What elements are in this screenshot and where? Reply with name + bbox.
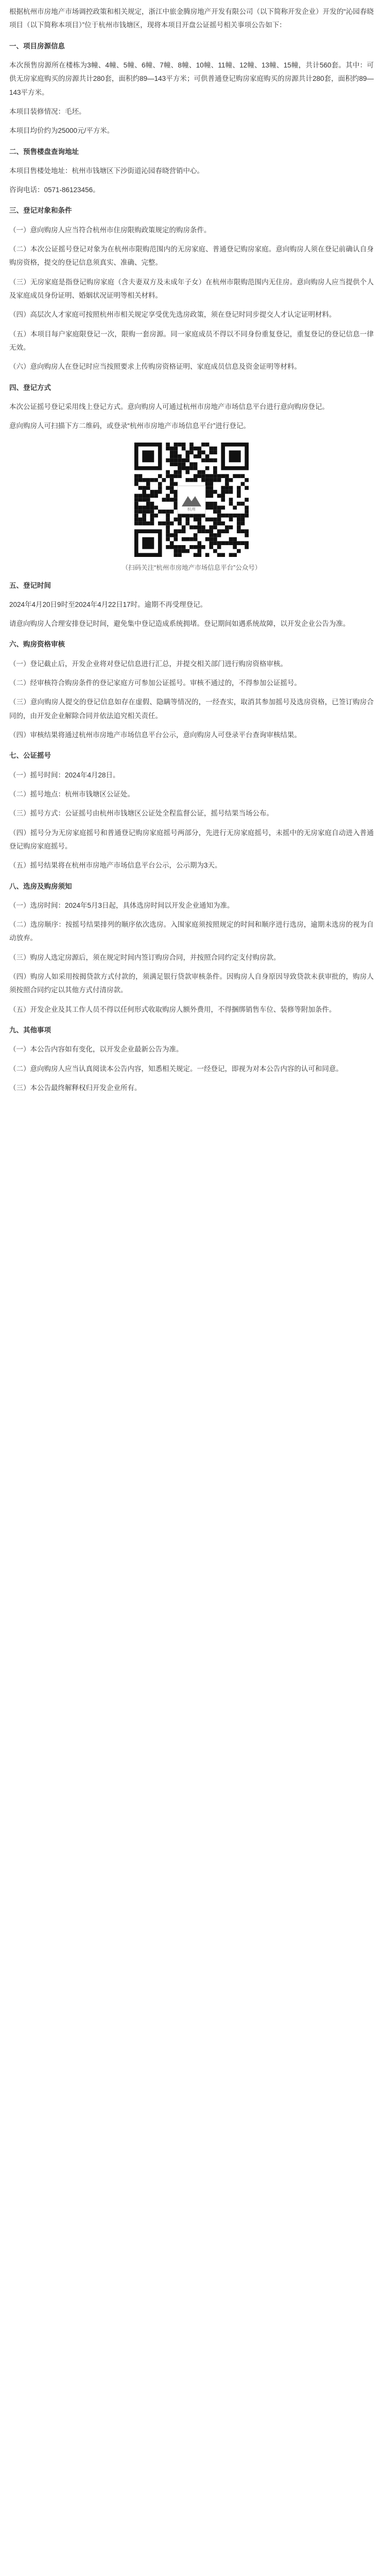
section-paragraph: 本项目均价约为25000元/平方米。 <box>9 127 114 135</box>
section-paragraph: （一）选房时间：2024年5月3日起，具体选房时间以开发企业通知为准。 <box>9 901 234 909</box>
section-paragraph: （一）意向购房人应当符合杭州市住房限购政策规定的购房条件。 <box>9 226 211 234</box>
section-paragraph: （三）摇号方式：公证摇号由杭州市钱塘区公证处全程监督公证，摇号结果当场公布。 <box>9 809 273 818</box>
section-paragraph: （二）经审核符合购房条件的登记家庭方可参加公证摇号。审核不通过的，不得参加公证摇号。 <box>9 679 301 687</box>
section-paragraph: （六）意向购房人在登记时应当按照要求上传购房资格证明、家庭成员信息及资金证明等材料。 <box>9 363 301 371</box>
section-paragraph: （三）本公告最终解释权归开发企业所有。 <box>9 1083 142 1092</box>
section-paragraph: （二）本次公证摇号登记对象为在杭州市限购范围内的无房家庭、普通登记购房家庭。意向购房人须在登记前确认自身购房资格，提交的登记信息须真实、准确、完整。 <box>9 245 374 267</box>
section-paragraph: （一）登记截止后，开发企业将对登记信息进行汇总，并提交相关部门进行购房资格审核。 <box>9 659 287 668</box>
section-title: 一、项目房源信息 <box>9 42 65 50</box>
section-paragraph: 本次预售房源所在楼栋为3幢、4幢、5幢、6幢、7幢、8幢、10幢、11幢、12幢、13幢、15幢，共计560套。其中：可供无房家庭购买的房源共计280套，面积约89—143平方米；可供普通登记购房家庭购买的房源共计280套，面积约89—143平方米。 <box>9 61 374 96</box>
section-paragraph: 意向购房人可扫描下方二维码，或登录“杭州市房地产市场信息平台”进行登记。 <box>9 422 250 430</box>
section-title: 二、预售楼盘查询地址 <box>9 147 79 156</box>
section-title: 七、公证摇号 <box>9 752 51 760</box>
section-title: 九、其他事项 <box>9 1026 51 1034</box>
section-title: 五、登记时间 <box>9 581 51 589</box>
section-paragraph: （三）购房人选定房源后，须在规定时间内签订购房合同，并按照合同约定支付购房款。 <box>9 953 281 961</box>
intro-paragraph: 根据杭州市房地产市场调控政策和相关规定，浙江中旅金腾房地产开发有限公司（以下简称开发企业）开发的“沁园春晓项目（以下简称本项目）”位于杭州市钱塘区，现将本项目开盘公证摇号相关事项公告如下： <box>9 8 374 29</box>
qr-logo-text: 杭州 <box>187 506 196 512</box>
section-paragraph: （五）本项目每户家庭限登记一次，限购一套房源。同一家庭成员不得以不同身份重复登记，重复登记的登记信息一律无效。 <box>9 330 374 351</box>
section-paragraph: （三）无房家庭是指登记购房家庭（含夫妻双方及未成年子女）在杭州市限购范围内无住房。意向购房人应当提供个人及家庭成员身份证明、婚姻状况证明等相关材料。 <box>9 278 374 299</box>
sections <box>9 40 374 433</box>
section-paragraph: 本项目装修情况：毛坯。 <box>9 107 86 115</box>
section-paragraph: （一）摇号时间：2024年4月28日。 <box>9 771 120 779</box>
qr-code-image[interactable] <box>134 443 249 557</box>
section-title: 四、登记方式 <box>9 383 51 392</box>
section-title: 六、购房资格审核 <box>9 640 65 649</box>
section-paragraph: （四）审核结果将通过杭州市房地产市场信息平台公示，意向购房人可登录平台查询审核结果。 <box>9 731 301 739</box>
section-title: 三、登记对象和条件 <box>9 207 72 215</box>
qr-caption: （扫码关注“杭州市房地产市场信息平台”公众号） <box>121 564 262 571</box>
section-paragraph: （五）开发企业及其工作人员不得以任何形式收取购房人额外费用，不得捆绑销售车位、装修等附加条件。 <box>9 1005 336 1013</box>
qr-section <box>9 443 374 572</box>
section-paragraph: （三）意向购房人提交的登记信息如存在虚假、隐瞒等情况的，一经查实，取消其参加摇号及选房资格，已签订购房合同的，由开发企业解除合同并依法追究相关责任。 <box>9 698 374 720</box>
section-paragraph: （二）意向购房人应当认真阅读本公告内容，知悉相关规定。一经登记，即视为对本公告内容的认可和同意。 <box>9 1064 343 1073</box>
section-paragraph: 本次公证摇号登记采用线上登记方式。意向购房人可通过杭州市房地产市场信息平台进行意向购房登记。 <box>9 402 329 411</box>
section-paragraph: （四）购房人如采用按揭贷款方式付款的，须满足银行贷款审核条件。因购房人自身原因导致贷款未获审批的，购房人须按照合同约定以其他方式付清房款。 <box>9 973 374 994</box>
section-paragraph: （四）高层次人才家庭可按照杭州市相关规定享受优先选房政策，须在登记时同步提交人才认定证明材料。 <box>9 311 336 319</box>
sections-continued <box>9 579 374 1095</box>
section-title: 八、选房及购房须知 <box>9 882 72 890</box>
section-paragraph: 咨询电话：0571-86123456。 <box>9 186 100 194</box>
section-paragraph: 2024年4月20日9时至2024年4月22日17时。逾期不再受理登记。 <box>9 600 207 608</box>
section-paragraph: 请意向购房人合理安排登记时间，避免集中登记造成系统拥堵。登记期间如遇系统故障，以开发企业公告为准。 <box>9 620 350 628</box>
section-paragraph: （五）摇号结果将在杭州市房地产市场信息平台公示，公示期为3天。 <box>9 861 222 870</box>
section-paragraph: （一）本公告内容如有变化，以开发企业最新公告为准。 <box>9 1045 183 1054</box>
section-paragraph: （二）摇号地点：杭州市钱塘区公证处。 <box>9 790 134 798</box>
section-paragraph: （二）选房顺序：按摇号结果排列的顺序依次选房。入围家庭须按照规定的时间和顺序进行选房，逾期未选房的视为自动放弃。 <box>9 921 374 942</box>
section-paragraph: 本项目售楼处地址：杭州市钱塘区下沙街道沁园春晓营销中心。 <box>9 166 204 175</box>
section-paragraph: （四）摇号分为无房家庭摇号和普通登记购房家庭摇号两部分，先进行无房家庭摇号，未摇中的无房家庭自动进入普通登记购房家庭摇号。 <box>9 828 374 850</box>
